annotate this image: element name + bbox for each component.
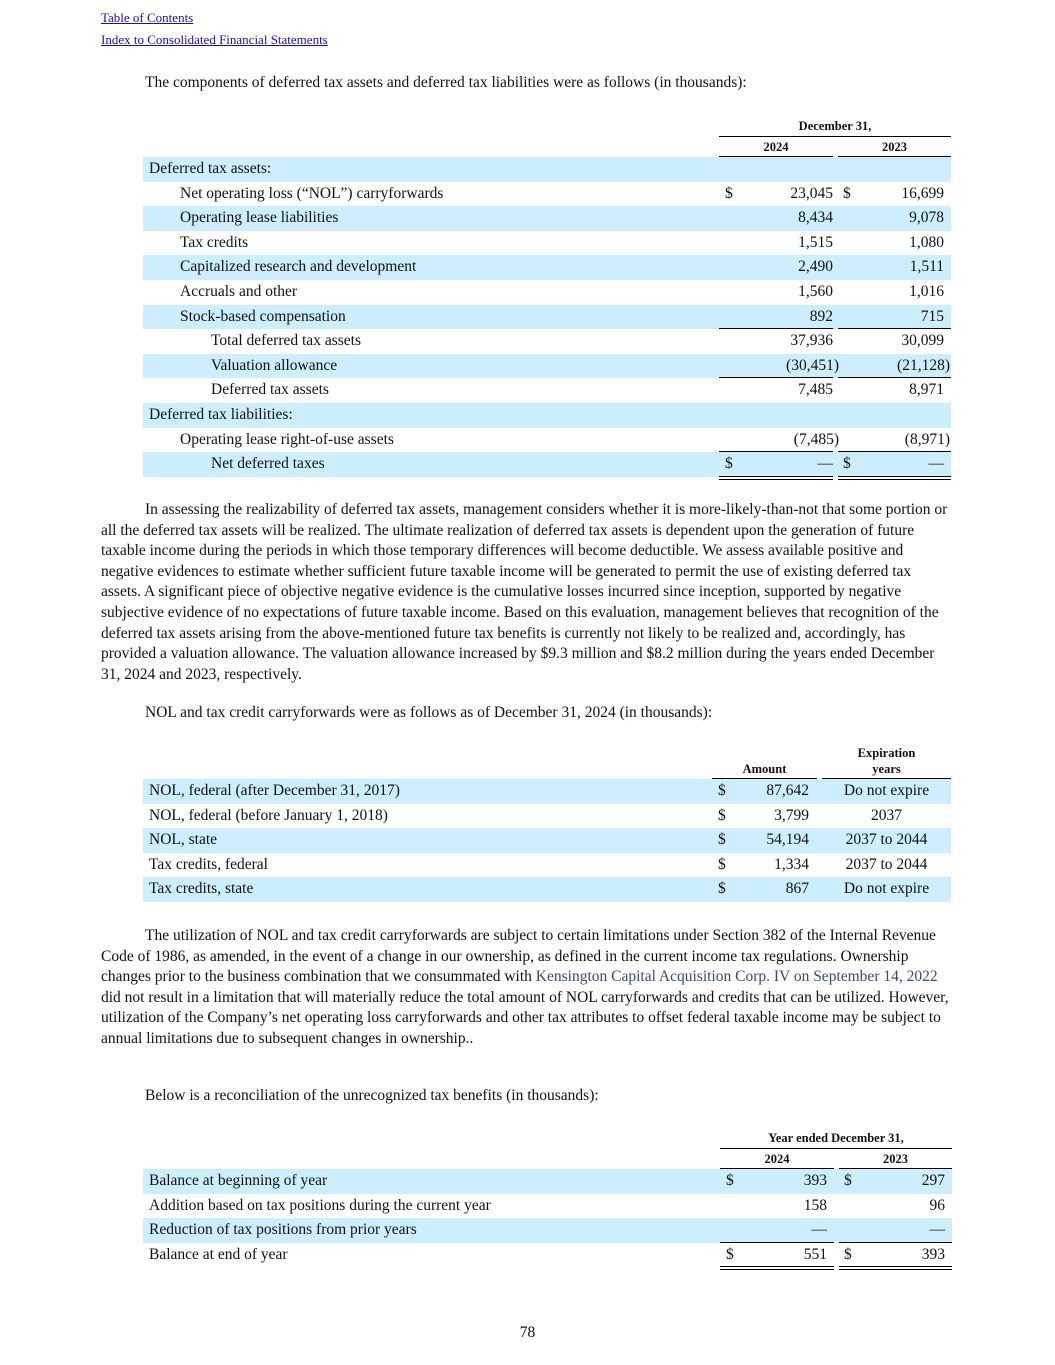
value-2024: (30,451) xyxy=(786,356,839,374)
value-2023: — xyxy=(929,1221,945,1239)
value-2023: 16,699 xyxy=(901,184,944,202)
row-label: NOL, federal (after December 31, 2017) xyxy=(149,782,400,799)
reconciliation-header-period: Year ended December 31, xyxy=(768,1131,904,1145)
row-label: NOL, state xyxy=(149,831,218,849)
amount: 54,194 xyxy=(766,831,809,849)
total-rule-2024 xyxy=(719,451,833,452)
expiration-header-line1: Expiration xyxy=(857,746,916,760)
amount: 3,799 xyxy=(774,806,809,824)
total-rule-2023 xyxy=(838,328,951,329)
table-row xyxy=(143,1243,952,1268)
total-rule-2023 xyxy=(839,1266,952,1270)
value-2024: 1,560 xyxy=(798,283,833,300)
table-row xyxy=(143,804,951,829)
row-label: Stock-based compensation xyxy=(180,307,346,325)
row-label: Balance at beginning of year xyxy=(149,1172,328,1189)
table-row xyxy=(143,828,951,853)
table-row xyxy=(143,853,951,878)
value-2023: 8,971 xyxy=(909,381,944,399)
value-2024: (7,485) xyxy=(793,430,839,448)
row-label: Addition based on tax positions during the current year xyxy=(149,1196,491,1214)
row-label: Deferred tax assets: xyxy=(149,160,272,177)
row-label: Tax credits xyxy=(180,233,249,251)
value-2024: 8,434 xyxy=(798,209,833,227)
deferred-tax-intro: The components of deferred tax assets and deferred tax liabilities were as follows (in thousands): xyxy=(145,74,747,91)
value-2023: (8,971) xyxy=(904,430,950,448)
row-label: Deferred tax assets xyxy=(211,381,329,399)
currency: $ xyxy=(718,855,726,873)
table-row xyxy=(143,305,951,330)
table-row xyxy=(143,280,951,305)
value-2023: 96 xyxy=(929,1196,945,1214)
nol-intro: NOL and tax credit carryforwards were as follows as of December 31, 2024 (in thousands): xyxy=(145,704,713,721)
row-label: Deferred tax liabilities: xyxy=(149,406,293,423)
total-rule-2023 xyxy=(838,451,951,452)
expiration-years: 2037 to 2044 xyxy=(845,831,928,849)
row-label: Tax credits, state xyxy=(149,880,254,898)
value-2023: 30,099 xyxy=(901,332,944,350)
table-row xyxy=(143,255,951,280)
value-2024: 7,485 xyxy=(798,381,833,399)
currency: $ xyxy=(718,782,726,799)
currency-2023: $ xyxy=(843,184,851,202)
deferred-tax-header-period: December 31, xyxy=(798,119,872,133)
row-label: NOL, federal (before January 1, 2018) xyxy=(149,806,388,824)
subtotal-rule-2024 xyxy=(720,1242,834,1243)
currency: $ xyxy=(718,831,726,849)
utilization-paragraph xyxy=(101,926,953,1050)
table-row xyxy=(143,452,951,477)
row-label: Operating lease liabilities xyxy=(180,209,339,227)
value-2024: 551 xyxy=(803,1245,827,1263)
value-2024: — xyxy=(811,1221,827,1239)
table-row xyxy=(143,1194,952,1219)
table-of-contents-link[interactable]: Table of Contents xyxy=(101,10,194,25)
row-label: Capitalized research and development xyxy=(180,258,417,276)
value-2024: 37,936 xyxy=(790,332,833,350)
row-label: Operating lease right-of-use assets xyxy=(180,430,394,448)
deferred-tax-year-2023: 2023 xyxy=(882,140,907,154)
expiration-header-line2: years xyxy=(872,762,901,776)
deferred-tax-year-2024: 2024 xyxy=(763,140,789,154)
row-label: Reduction of tax positions from prior years xyxy=(149,1221,417,1239)
reconciliation-header-rule xyxy=(720,1148,952,1149)
row-label: Total deferred tax assets xyxy=(211,332,361,350)
table-row xyxy=(143,428,951,453)
amount: 87,642 xyxy=(766,782,809,799)
currency: $ xyxy=(718,806,726,824)
page-number: 78 xyxy=(519,1324,536,1341)
table-row xyxy=(143,378,951,403)
table-row xyxy=(143,231,951,256)
reconciliation-year-2023: 2023 xyxy=(883,1152,908,1166)
total-rule-2024 xyxy=(720,1266,834,1270)
value-2024: 393 xyxy=(803,1172,827,1189)
currency-2024: $ xyxy=(725,184,733,202)
currency-2024: $ xyxy=(726,1172,734,1189)
total-rule-2024 xyxy=(719,377,833,378)
table-row xyxy=(143,1218,952,1243)
table-row xyxy=(143,877,951,902)
row-label: Tax credits, federal xyxy=(149,855,268,873)
table-row xyxy=(143,182,951,207)
expiration-years: Do not expire xyxy=(843,782,930,799)
currency-2024: $ xyxy=(726,1245,734,1263)
table-row xyxy=(143,1169,952,1194)
row-label: Valuation allowance xyxy=(211,356,338,374)
amount: 1,334 xyxy=(774,855,809,873)
value-2023: 715 xyxy=(920,307,944,325)
currency-2024: $ xyxy=(725,455,733,473)
expiration-years: 2037 xyxy=(871,806,902,824)
index-financial-statements-link[interactable]: Index to Consolidated Financial Statements xyxy=(101,32,328,47)
subtotal-rule-2023 xyxy=(839,1242,952,1243)
total-rule-2023 xyxy=(838,476,951,480)
utilization-text-part1: The utilization of NOL and tax credit carryforwards are subject to certain limitations under Section 382 of the Internal Revenue Code of 1986, as amended, in the event of a change in our ownership, as defined in the current income tax regulations. Ownership changes prior to the business combination that we consummated with xyxy=(101,927,936,986)
header-rule xyxy=(719,136,951,137)
realizability-paragraph: In assessing the realizability of deferred tax assets, management considers whether it is more-likely-than-not that some portion or all the deferred tax assets will be realized. The ultimate realization of deferred tax assets is dependent upon the generation of future taxable income during the periods in which those temporary differences will become deductible. We assess available positive and negative evidences to estimate whether sufficient future taxable income will be generated to permit the use of existing deferred tax assets. A significant piece of objective negative evidence is the cumulative losses incurred since inception, supported by negative subjective evidence of no expectations of future taxable income. Based on this evaluation, management believes that recognition of the deferred tax assets arising from the above-mentioned future tax benefits is currently not likely to be realized and, accordingly, has provided a valuation allowance. The valuation allowance increased by $9.3 million and $8.2 million during the years ended December 31, 2024 and 2023, respectively. xyxy=(101,501,948,683)
value-2024: 892 xyxy=(809,307,833,325)
value-2024: 23,045 xyxy=(790,184,833,202)
table-row xyxy=(143,329,951,354)
value-2024: 2,490 xyxy=(798,258,833,276)
amount-header: Amount xyxy=(742,762,787,776)
total-rule-2023 xyxy=(838,377,951,378)
reconciliation-year-2024: 2024 xyxy=(764,1152,790,1166)
row-label: Accruals and other xyxy=(180,283,298,300)
utilization-text-part3: did not result in a limitation that will materially reduce the total amount of NOL carryforwards and credits that can be utilized. However, utilization of the Company’s net operating loss carryforwards and other tax attributes to offset federal taxable income may be subject to annual limitations due to subsequent changes in ownership.. xyxy=(101,988,949,1047)
table-row xyxy=(143,403,951,428)
currency-2023: $ xyxy=(844,1172,852,1189)
table-row xyxy=(143,354,951,379)
value-2024: 158 xyxy=(803,1196,827,1214)
currency-2023: $ xyxy=(843,455,851,473)
value-2023: 9,078 xyxy=(909,209,944,227)
total-rule-2024 xyxy=(719,328,833,329)
value-2023: (21,128) xyxy=(897,356,950,374)
value-2023: 393 xyxy=(921,1245,945,1263)
value-2024: — xyxy=(817,455,833,473)
table-row xyxy=(143,779,951,804)
row-label: Net operating loss (“NOL”) carryforwards xyxy=(180,184,444,202)
currency: $ xyxy=(718,880,726,898)
row-label: Net deferred taxes xyxy=(211,455,325,473)
reconciliation-intro: Below is a reconciliation of the unrecognized tax benefits (in thousands): xyxy=(145,1087,599,1104)
currency-2023: $ xyxy=(844,1245,852,1263)
table-row xyxy=(143,157,951,182)
amount: 867 xyxy=(785,880,809,898)
value-2023: — xyxy=(928,455,944,473)
value-2023: 1,511 xyxy=(909,258,944,276)
business-combination-reference: Kensington Capital Acquisition Corp. IV on September 14, 2022 xyxy=(535,968,938,986)
value-2023: 1,080 xyxy=(909,233,944,251)
total-rule-2024 xyxy=(719,476,833,480)
value-2024: 1,515 xyxy=(798,233,833,251)
table-row xyxy=(143,206,951,231)
row-label: Balance at end of year xyxy=(149,1245,288,1263)
expiration-years: Do not expire xyxy=(843,880,930,898)
value-2023: 297 xyxy=(921,1172,945,1189)
value-2023: 1,016 xyxy=(909,283,944,300)
expiration-years: 2037 to 2044 xyxy=(845,855,928,873)
